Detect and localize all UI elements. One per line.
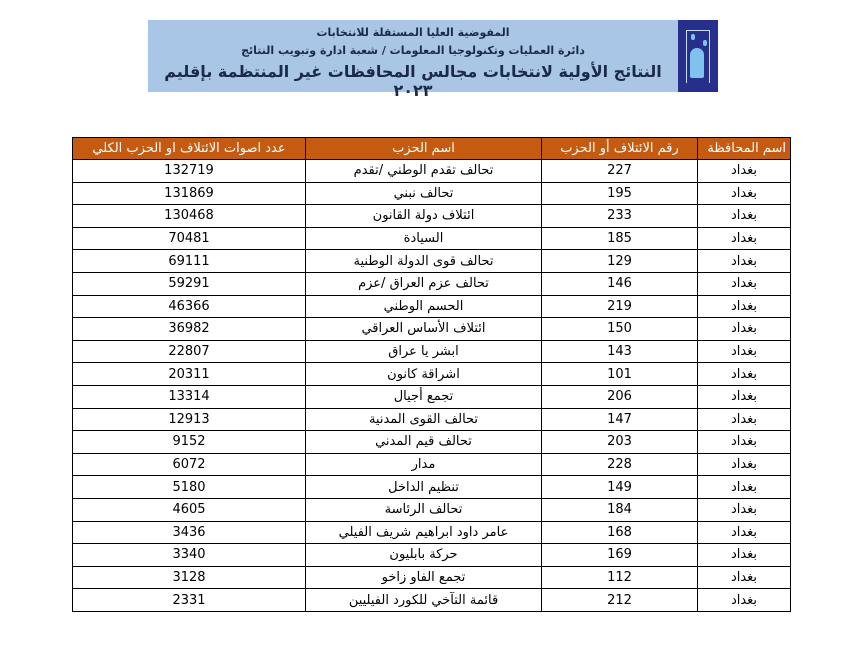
governorate-cell: بغداد (698, 340, 791, 363)
governorate-cell: بغداد (698, 205, 791, 228)
party-name-cell: ابشر يا عراق (306, 340, 542, 363)
party-name-cell: تحالف قيم المدني (306, 431, 542, 454)
party-number-cell: 233 (542, 205, 698, 228)
votes-cell: 5180 (73, 476, 306, 499)
party-name-cell: تحالف نبني (306, 182, 542, 205)
logo-drop (691, 34, 695, 40)
governorate-cell: بغداد (698, 566, 791, 589)
column-header-votes: عدد اصوات الائتلاف او الحزب الكلي (73, 138, 306, 160)
governorate-cell: بغداد (698, 160, 791, 183)
votes-cell: 2331 (73, 589, 306, 612)
party-name-cell: تحالف قوى الدولة الوطنية (306, 250, 542, 273)
column-header-party-name: اسم الحزب (306, 138, 542, 160)
logo-drop (703, 40, 707, 46)
governorate-cell: بغداد (698, 589, 791, 612)
table-row (73, 589, 791, 612)
table-header-row (73, 138, 791, 160)
party-name-cell: ائتلاف دولة القانون (306, 205, 542, 228)
party-name-cell: عامر داود ابراهيم شريف الفيلي (306, 521, 542, 544)
party-number-cell: 206 (542, 385, 698, 408)
party-number-cell: 147 (542, 408, 698, 431)
governorate-cell: بغداد (698, 544, 791, 567)
governorate-cell: بغداد (698, 318, 791, 341)
party-name-cell: قائمة التآخي للكورد الفيليين (306, 589, 542, 612)
party-number-cell: 219 (542, 295, 698, 318)
party-name-cell: تجمع الفاو زاخو (306, 566, 542, 589)
party-number-cell: 129 (542, 250, 698, 273)
party-number-cell: 184 (542, 498, 698, 521)
governorate-cell: بغداد (698, 498, 791, 521)
logo-figure (690, 48, 704, 78)
table-row (73, 476, 791, 499)
governorate-cell: بغداد (698, 272, 791, 295)
party-name-cell: تحالف تقدم الوطني /تقدم (306, 160, 542, 183)
table-row (73, 385, 791, 408)
party-number-cell: 169 (542, 544, 698, 567)
results-table (72, 137, 791, 612)
party-name-cell: تحالف عزم العراق /عزم (306, 272, 542, 295)
party-name-cell: السيادة (306, 227, 542, 250)
party-number-cell: 149 (542, 476, 698, 499)
votes-cell: 13314 (73, 385, 306, 408)
votes-cell: 3128 (73, 566, 306, 589)
votes-cell: 3436 (73, 521, 306, 544)
table-row (73, 160, 791, 183)
votes-cell: 130468 (73, 205, 306, 228)
governorate-cell: بغداد (698, 295, 791, 318)
party-name-cell: تحالف الرئاسة (306, 498, 542, 521)
votes-cell: 59291 (73, 272, 306, 295)
table-row (73, 250, 791, 273)
votes-cell: 12913 (73, 408, 306, 431)
votes-cell: 132719 (73, 160, 306, 183)
header-banner (148, 20, 718, 100)
governorate-cell: بغداد (698, 476, 791, 499)
party-name-cell: ائتلاف الأساس العراقي (306, 318, 542, 341)
table-row (73, 295, 791, 318)
table-row (73, 431, 791, 454)
commission-name: المفوضية العليا المستقلة للانتخابات (316, 26, 510, 39)
party-name-cell: تنظيم الداخل (306, 476, 542, 499)
table-row (73, 272, 791, 295)
votes-cell: 6072 (73, 453, 306, 476)
table-row (73, 544, 791, 567)
party-number-cell: 146 (542, 272, 698, 295)
table-row (73, 453, 791, 476)
votes-cell: 36982 (73, 318, 306, 341)
table-row (73, 408, 791, 431)
votes-cell: 46366 (73, 295, 306, 318)
party-name-cell: اشراقة كانون (306, 363, 542, 386)
governorate-cell: بغداد (698, 453, 791, 476)
votes-cell: 70481 (73, 227, 306, 250)
votes-cell: 69111 (73, 250, 306, 273)
party-name-cell: تجمع أجيال (306, 385, 542, 408)
votes-cell: 20311 (73, 363, 306, 386)
table-row (73, 318, 791, 341)
ihec-logo-icon (678, 20, 718, 92)
page-title: النتائج الأولية لانتخابات مجالس المحافظات غير المنتظمة بإقليم ٢٠٢٣ (164, 62, 662, 100)
governorate-cell: بغداد (698, 408, 791, 431)
table-body (73, 160, 791, 612)
table-row (73, 498, 791, 521)
party-number-cell: 143 (542, 340, 698, 363)
table-row (73, 521, 791, 544)
column-header-governorate: اسم المحافظة (698, 138, 791, 160)
party-name-cell: تحالف القوى المدنية (306, 408, 542, 431)
party-number-cell: 185 (542, 227, 698, 250)
table-row (73, 363, 791, 386)
header-text (148, 20, 678, 100)
party-name-cell: الحسم الوطني (306, 295, 542, 318)
party-name-cell: مدار (306, 453, 542, 476)
governorate-cell: بغداد (698, 431, 791, 454)
table-row (73, 340, 791, 363)
governorate-cell: بغداد (698, 182, 791, 205)
votes-cell: 4605 (73, 498, 306, 521)
party-number-cell: 227 (542, 160, 698, 183)
party-number-cell: 212 (542, 589, 698, 612)
governorate-cell: بغداد (698, 250, 791, 273)
party-number-cell: 195 (542, 182, 698, 205)
party-name-cell: حركة بابليون (306, 544, 542, 567)
votes-cell: 3340 (73, 544, 306, 567)
votes-cell: 131869 (73, 182, 306, 205)
party-number-cell: 101 (542, 363, 698, 386)
column-header-number: رقم الائتلاف أو الحزب (542, 138, 698, 160)
party-number-cell: 112 (542, 566, 698, 589)
party-number-cell: 168 (542, 521, 698, 544)
table-row (73, 182, 791, 205)
governorate-cell: بغداد (698, 521, 791, 544)
governorate-cell: بغداد (698, 385, 791, 408)
votes-cell: 22807 (73, 340, 306, 363)
party-number-cell: 228 (542, 453, 698, 476)
party-number-cell: 150 (542, 318, 698, 341)
governorate-cell: بغداد (698, 363, 791, 386)
votes-cell: 9152 (73, 431, 306, 454)
department-name: دائرة العمليات وتكنولوجيا المعلومات / شعبة ادارة وتبويب النتائج (241, 44, 585, 57)
party-number-cell: 203 (542, 431, 698, 454)
table-row (73, 566, 791, 589)
governorate-cell: بغداد (698, 227, 791, 250)
table-row (73, 227, 791, 250)
table-row (73, 205, 791, 228)
